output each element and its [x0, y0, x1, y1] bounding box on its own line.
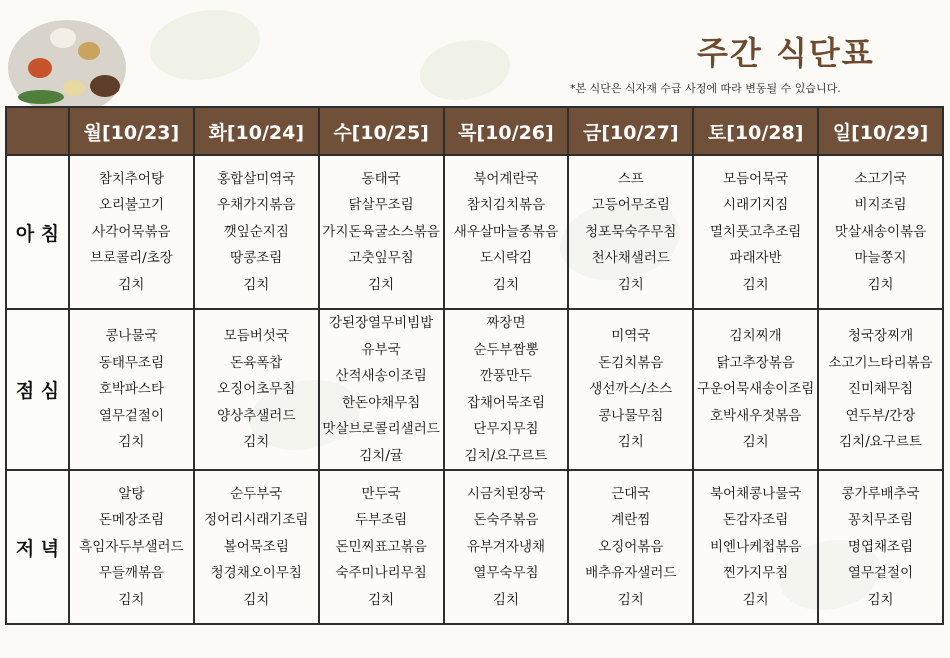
dish-item: 맛살브로콜리샐러드 — [322, 421, 440, 437]
meal-row — [6, 470, 943, 624]
dish-item: 정어리시래기조림 — [204, 512, 309, 529]
dish-item: 닭고추장볶음 — [716, 354, 795, 371]
dish-item: 구운어묵새송이조림 — [696, 381, 815, 398]
menu-cell — [693, 155, 818, 309]
menu-cell — [568, 470, 693, 624]
dish-item: 숙주미나리무침 — [335, 565, 427, 582]
menu-cell — [444, 309, 569, 470]
dish-item: 가지돈육굴소스볶음 — [322, 223, 440, 240]
weekly-menu-table — [5, 106, 944, 625]
dish-item: 진미채무침 — [847, 381, 914, 398]
corner-cell — [6, 107, 69, 155]
menu-cell — [194, 155, 319, 309]
dish-item: 흑임자두부샐러드 — [79, 538, 184, 555]
meal-label: 저 녁 — [6, 470, 69, 624]
meal-row — [6, 155, 943, 309]
dish-item: 모듬버섯국 — [223, 328, 289, 345]
dish-item: 배추유자샐러드 — [585, 565, 677, 582]
dish-item: 청경채오이무침 — [210, 565, 302, 582]
dish-item: 순두부국 — [230, 485, 283, 502]
dish-item: 모듬어묵국 — [723, 170, 789, 187]
dish-item: 열무겉절이 — [847, 565, 914, 582]
dish-item: 마늘쫑지 — [854, 250, 907, 267]
dish-item: 명엽채조림 — [847, 538, 914, 555]
dish-item: 산적새송이조림 — [335, 368, 427, 384]
menu-cell — [693, 470, 818, 624]
dish-item: 김치 — [368, 591, 395, 608]
food-illustration — [8, 20, 128, 115]
dish-item: 동태국 — [361, 170, 401, 187]
dish-item: 호박새우젓볶음 — [709, 407, 802, 424]
day-header: 일[10/29] — [818, 107, 943, 155]
menu-cell — [818, 470, 943, 624]
dish-item: 생선까스/소스 — [589, 381, 673, 398]
menu-cell — [818, 309, 943, 470]
dish-item: 돈민찌표고볶음 — [335, 538, 427, 555]
menu-cell — [194, 470, 319, 624]
dish-item: 돈메장조림 — [98, 512, 165, 529]
dish-item: 우채가지볶음 — [217, 197, 296, 214]
menu-cell — [818, 155, 943, 309]
menu-cell — [319, 155, 444, 309]
menu-cell — [693, 309, 818, 470]
dish-item: 김치 — [867, 276, 894, 293]
dish-item: 천사채샐러드 — [591, 250, 670, 267]
dish-item: 돈육폭찹 — [230, 354, 283, 371]
dish-item: 김치/요구르트 — [839, 434, 922, 451]
dish-item: 새우살마늘종볶음 — [453, 223, 559, 240]
dish-item: 김치 — [243, 434, 270, 451]
dish-item: 꽁치무조림 — [847, 512, 914, 529]
dish-item: 강된장열무비빔밥 — [328, 315, 434, 331]
notice-text: *본 식단은 식자재 수급 사정에 따라 변동될 수 있습니다. — [570, 82, 841, 95]
dish-item: 김치 — [118, 591, 145, 608]
decorative-leaf — [150, 10, 260, 80]
dish-item: 김치 — [617, 591, 644, 608]
dish-item: 멸치풋고추조림 — [709, 223, 802, 240]
dish-item: 돈숙주볶음 — [473, 512, 539, 529]
dish-item: 잡채어묵조림 — [466, 394, 546, 411]
dish-item: 고등어무조림 — [591, 197, 670, 214]
dish-item: 찐가지무침 — [723, 565, 789, 582]
dish-item: 미역국 — [611, 328, 651, 345]
dish-item: 두부조림 — [355, 512, 408, 529]
dish-item: 닭살무조림 — [348, 197, 414, 214]
dish-item: 근대국 — [611, 485, 651, 502]
menu-cell — [69, 470, 194, 624]
dish-item: 열무숙무침 — [473, 565, 539, 582]
dish-item: 유부국 — [361, 341, 401, 358]
dish-item: 순두부짬뽕 — [473, 341, 539, 358]
dish-item: 김치/귤 — [359, 447, 403, 464]
dish-item: 단무지무침 — [473, 421, 539, 437]
dish-item: 호박파스타 — [98, 381, 165, 398]
dish-item: 청국장찌개 — [847, 328, 914, 345]
dish-item: 연두부/간장 — [845, 407, 916, 424]
menu-cell — [319, 309, 444, 470]
dish-item: 소고기느타리볶음 — [828, 354, 933, 371]
dish-item: 청포묵숙주무침 — [585, 223, 677, 240]
menu-cell — [69, 309, 194, 470]
dish-item: 고춧잎무침 — [348, 250, 414, 267]
day-header: 토[10/28] — [693, 107, 818, 155]
dish-item: 참치추어탕 — [98, 170, 165, 187]
dish-item: 북어계란국 — [473, 170, 539, 187]
dish-item: 돈김치볶음 — [598, 354, 664, 371]
dish-item: 콩가루배추국 — [841, 485, 920, 502]
dish-item: 김치 — [492, 276, 519, 293]
dish-item: 맛살새송이볶음 — [834, 223, 927, 240]
dish-item: 홍합살미역국 — [217, 170, 296, 187]
dish-item: 양상추샐러드 — [217, 407, 296, 424]
day-header: 목[10/26] — [444, 107, 569, 155]
dish-item: 오리불고기 — [98, 197, 165, 214]
page-title: 주간 식단표 — [697, 34, 875, 72]
dish-item: 브로콜리/초장 — [90, 250, 173, 267]
menu-cell — [444, 155, 569, 309]
menu-cell — [568, 155, 693, 309]
dish-item: 시금치된장국 — [466, 485, 546, 502]
dish-item: 김치 — [368, 276, 395, 293]
dish-item: 땅콩조림 — [230, 250, 283, 267]
dish-item: 김치 — [867, 591, 894, 608]
dish-item: 사각어묵볶음 — [92, 223, 171, 240]
dish-item: 계란찜 — [611, 512, 651, 529]
menu-cell — [69, 155, 194, 309]
dish-item: 파래자반 — [729, 250, 782, 267]
dish-item: 북어채콩나물국 — [709, 485, 802, 502]
dish-item: 돈감자조림 — [723, 512, 789, 529]
dish-item: 열무겉절이 — [98, 407, 165, 424]
dish-item: 동태무조림 — [98, 354, 165, 371]
dish-item: 김치 — [742, 276, 769, 293]
dish-item: 콩나물국 — [105, 328, 158, 345]
dish-item: 김치/요구르트 — [464, 447, 548, 464]
day-header: 월[10/23] — [69, 107, 194, 155]
day-header: 금[10/27] — [568, 107, 693, 155]
dish-item: 오징어볶음 — [598, 538, 664, 555]
dish-item: 무들깨볶음 — [98, 565, 165, 582]
dish-item: 김치찌개 — [729, 328, 782, 345]
dish-item: 도시락김 — [479, 250, 533, 267]
dish-item: 김치 — [492, 591, 519, 608]
dish-item: 볼어묵조림 — [223, 538, 289, 555]
dish-item: 스프 — [617, 170, 644, 187]
dish-item: 오징어초무침 — [217, 381, 296, 398]
dish-item: 김치 — [617, 434, 644, 451]
dish-item: 참치김치볶음 — [466, 197, 546, 214]
dish-item: 콩나물무침 — [598, 407, 664, 424]
dish-item: 김치 — [742, 591, 769, 608]
day-header-row — [6, 107, 943, 155]
menu-cell — [194, 309, 319, 470]
dish-item: 알탕 — [118, 485, 145, 502]
dish-item: 시래기지짐 — [723, 197, 789, 214]
menu-cell — [444, 470, 569, 624]
meal-label: 점 심 — [6, 309, 69, 470]
dish-item: 김치 — [118, 434, 145, 451]
dish-item: 깻잎순지짐 — [223, 223, 289, 240]
menu-cell — [319, 470, 444, 624]
dish-item: 김치 — [118, 276, 145, 293]
meal-label: 아 침 — [6, 155, 69, 309]
dish-item: 비지조림 — [854, 197, 907, 214]
dish-item: 깐풍만두 — [479, 368, 533, 384]
dish-item: 만두국 — [361, 485, 401, 502]
day-header: 화[10/24] — [194, 107, 319, 155]
meal-row — [6, 309, 943, 470]
dish-item: 한돈야채무침 — [341, 394, 421, 411]
dish-item: 비엔나케첩볶음 — [709, 538, 802, 555]
dish-item: 김치 — [243, 276, 270, 293]
day-header: 수[10/25] — [319, 107, 444, 155]
menu-cell — [568, 309, 693, 470]
dish-item: 짜장면 — [486, 315, 526, 331]
dish-item: 김치 — [617, 276, 644, 293]
decorative-leaf — [420, 40, 510, 100]
dish-item: 유부겨자냉채 — [466, 538, 546, 555]
dish-item: 소고기국 — [854, 170, 907, 187]
dish-item: 김치 — [742, 434, 769, 451]
dish-item: 김치 — [243, 591, 270, 608]
